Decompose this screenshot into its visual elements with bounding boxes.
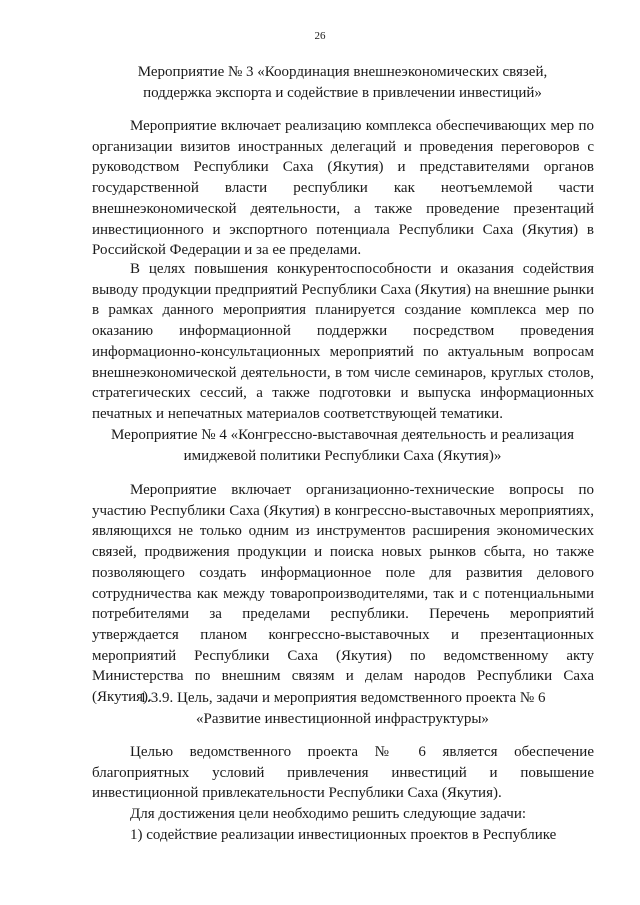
heading-line: имиджевой политики Республики Саха (Якутия)» xyxy=(183,448,502,464)
paragraph-project-6-goal: Целью ведомственного проекта № 6 является обеспечение благоприятных условий привлечения инвестиций и повышение инвестиционной привлекательности Республики Саха (Якутия). xyxy=(92,744,594,802)
section-heading-event-4 xyxy=(90,425,595,467)
paragraph-event-3-competitiveness: В целях повышения конкурентоспособности и оказания содействия выводу продукции предприятий Республики Саха (Якутия) на внешние рынки в рамках данного мероприятия планируется создание комплекса мер по оказанию информационной поддержки посредством проведения информационно-консультационных мероприятий по актуальным вопросам внешнеэкономической деятельности, в том числе семинаров, круглых столов, стратегических сессий, а также подготовки и выпуска информационных печатных и непечатных материалов соответствующей тематики. xyxy=(92,261,594,422)
heading-line: поддержка экспорта и содействие в привлечении инвестиций» xyxy=(143,85,542,101)
paragraph-event-3-description: Мероприятие включает реализацию комплекса обеспечивающих мер по организации визитов иностранных делегаций и проведения переговоров с руководством Республики Саха (Якутия) и представителями органов государственной власти республики как неотъемлемой части внешнеэкономической деятельности, а также проведение презентаций инвестиционного и экспортного потенциала Республики Саха (Якутия) в Российской Федерации и за ее пределами. xyxy=(92,118,594,259)
section-heading-1-3-9 xyxy=(90,688,595,730)
paragraph-task-1: 1) содействие реализации инвестиционных проектов в Республике xyxy=(130,827,557,843)
heading-line: 1.3.9. Цель, задачи и мероприятия ведомственного проекта № 6 xyxy=(139,690,546,706)
heading-line: «Развитие инвестиционной инфраструктуры» xyxy=(196,711,489,727)
section-heading-event-3 xyxy=(90,62,595,104)
paragraph-tasks-intro: Для достижения цели необходимо решить следующие задачи: xyxy=(130,806,527,822)
heading-line: Мероприятие № 4 «Конгрессно-выставочная деятельность и реализация xyxy=(111,427,574,443)
paragraph-event-4-description: Мероприятие включает организационно-технические вопросы по участию Республики Саха (Якутия) в конгрессно-выставочных мероприятиях, являющихся не только одним из инструментов расширения экономических связей, продвижения продукции и поиска новых рынков сбыта, но также позволяющего создать информационное поле для развития делового сотрудничества как между товаропроизводителями, так и с потенциальными потребителями за пределами республики. Перечень мероприятий утверждается планом конгрессно-выставочных и презентационных мероприятий Республики Саха (Якутия) по ведомственному акту Министерства по внешним связям и делам народов Республики Саха (Якутия). xyxy=(92,482,594,706)
page-number: 26 xyxy=(314,30,326,42)
heading-line: Мероприятие № 3 «Координация внешнеэкономических связей, xyxy=(137,64,548,80)
